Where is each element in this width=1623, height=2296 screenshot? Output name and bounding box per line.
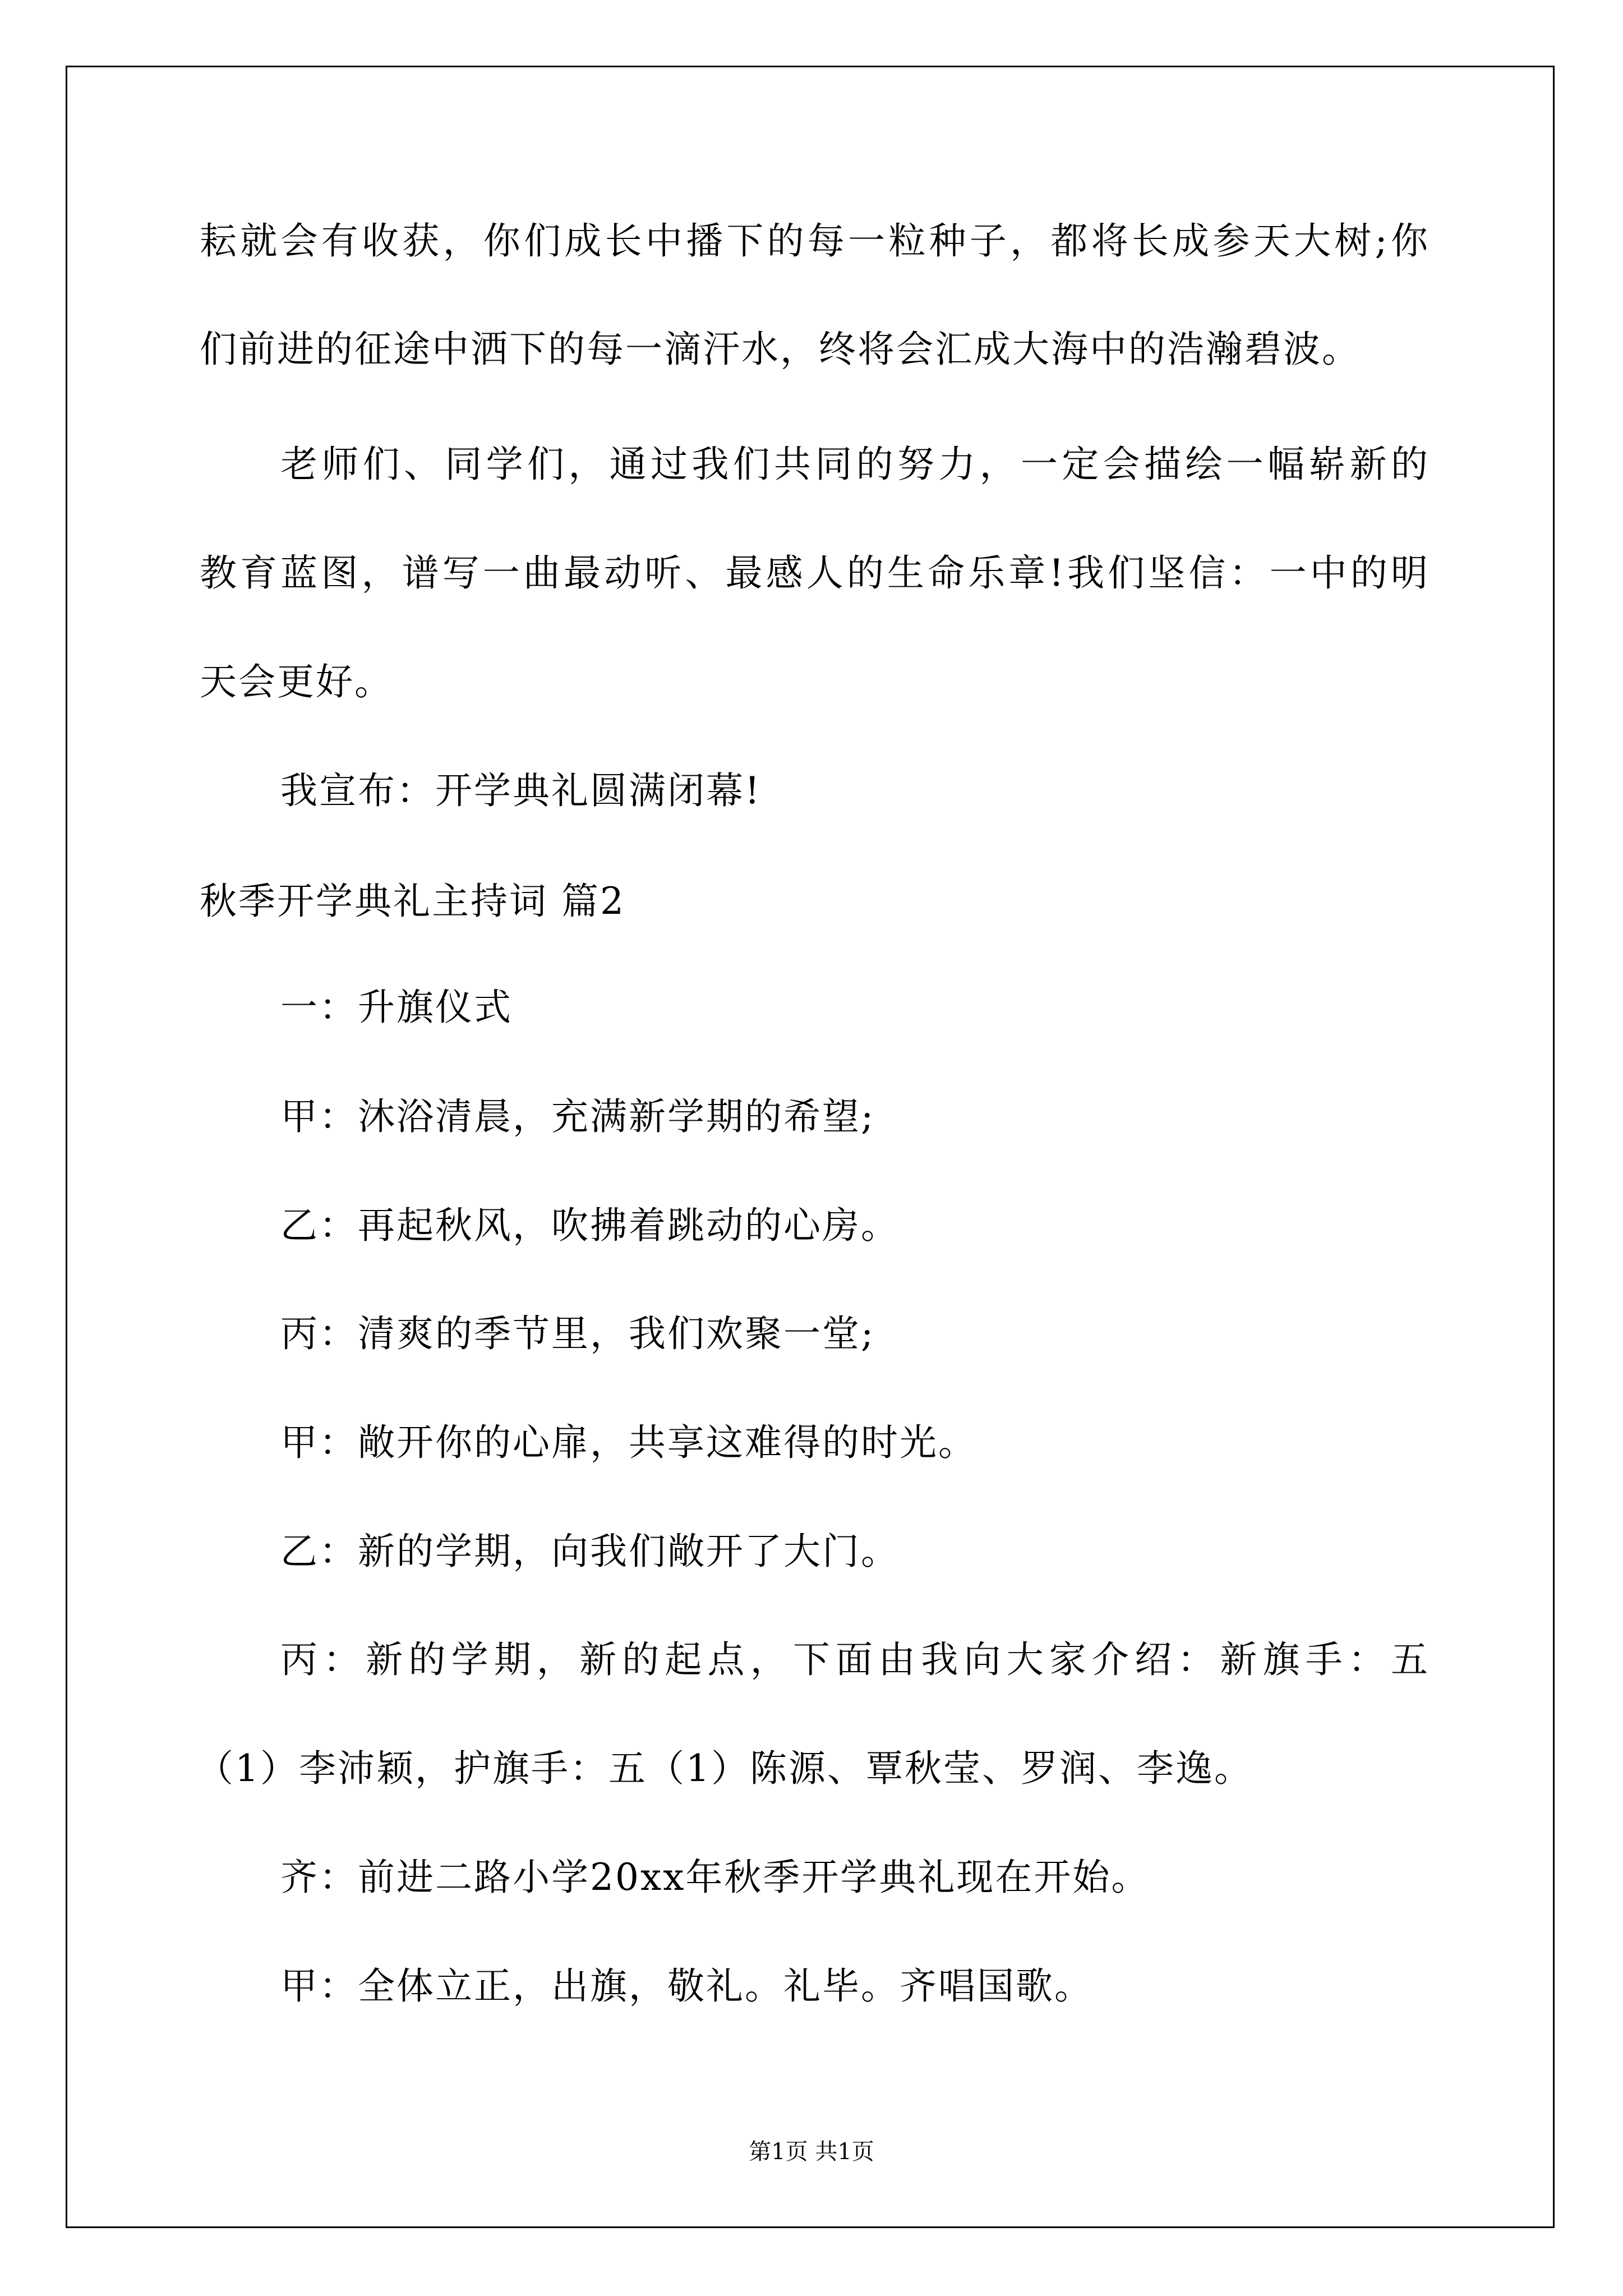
dialogue-line: 齐：前进二路小学20xx年秋季开学典礼现在开始。: [280, 1856, 1150, 1899]
dialogue-line: 甲：敞开你的心扉，共享这难得的时光。: [280, 1421, 977, 1464]
dialogue-line: 丙：清爽的季节里，我们欢聚一堂;: [280, 1312, 875, 1355]
paragraph-line: 一：升旗仪式: [280, 986, 513, 1029]
page-border: [66, 66, 1555, 2228]
dialogue-line: 乙：再起秋风，吹拂着跳动的心房。: [280, 1204, 900, 1247]
section-heading: 秋季开学典礼主持词 篇2: [200, 880, 625, 923]
dialogue-line: 乙：新的学期，向我们敞开了大门。: [280, 1530, 900, 1573]
dialogue-line: 丙：新的学期，新的起点，下面由我向大家介绍：新旗手：五: [280, 1638, 1428, 1681]
paragraph-line: 教育蓝图，谱写一曲最动听、最感人的生命乐章!我们坚信：一中的明: [200, 551, 1428, 595]
paragraph-line: 老师们、同学们，通过我们共同的努力，一定会描绘一幅崭新的: [280, 443, 1428, 486]
paragraph-line: 耘就会有收获，你们成长中播下的每一粒种子，都将长成参天大树;你: [200, 219, 1428, 263]
dialogue-line: 甲：沐浴清晨，充满新学期的希望;: [280, 1095, 875, 1138]
dialogue-line: 甲：全体立正，出旗，敬礼。礼毕。齐唱国歌。: [280, 1964, 1093, 2008]
paragraph-line: 天会更好。: [200, 660, 393, 703]
paragraph-line: 我宣布：开学典礼圆满闭幕!: [280, 769, 762, 812]
paragraph-line: 们前进的征途中洒下的每一滴汗水，终将会汇成大海中的浩瀚碧波。: [200, 328, 1361, 371]
page-footer: 第1页 共1页: [749, 2139, 874, 2165]
dialogue-line: （1）李沛颖，护旗手：五（1）陈源、覃秋莹、罗润、李逸。: [196, 1747, 1253, 1790]
